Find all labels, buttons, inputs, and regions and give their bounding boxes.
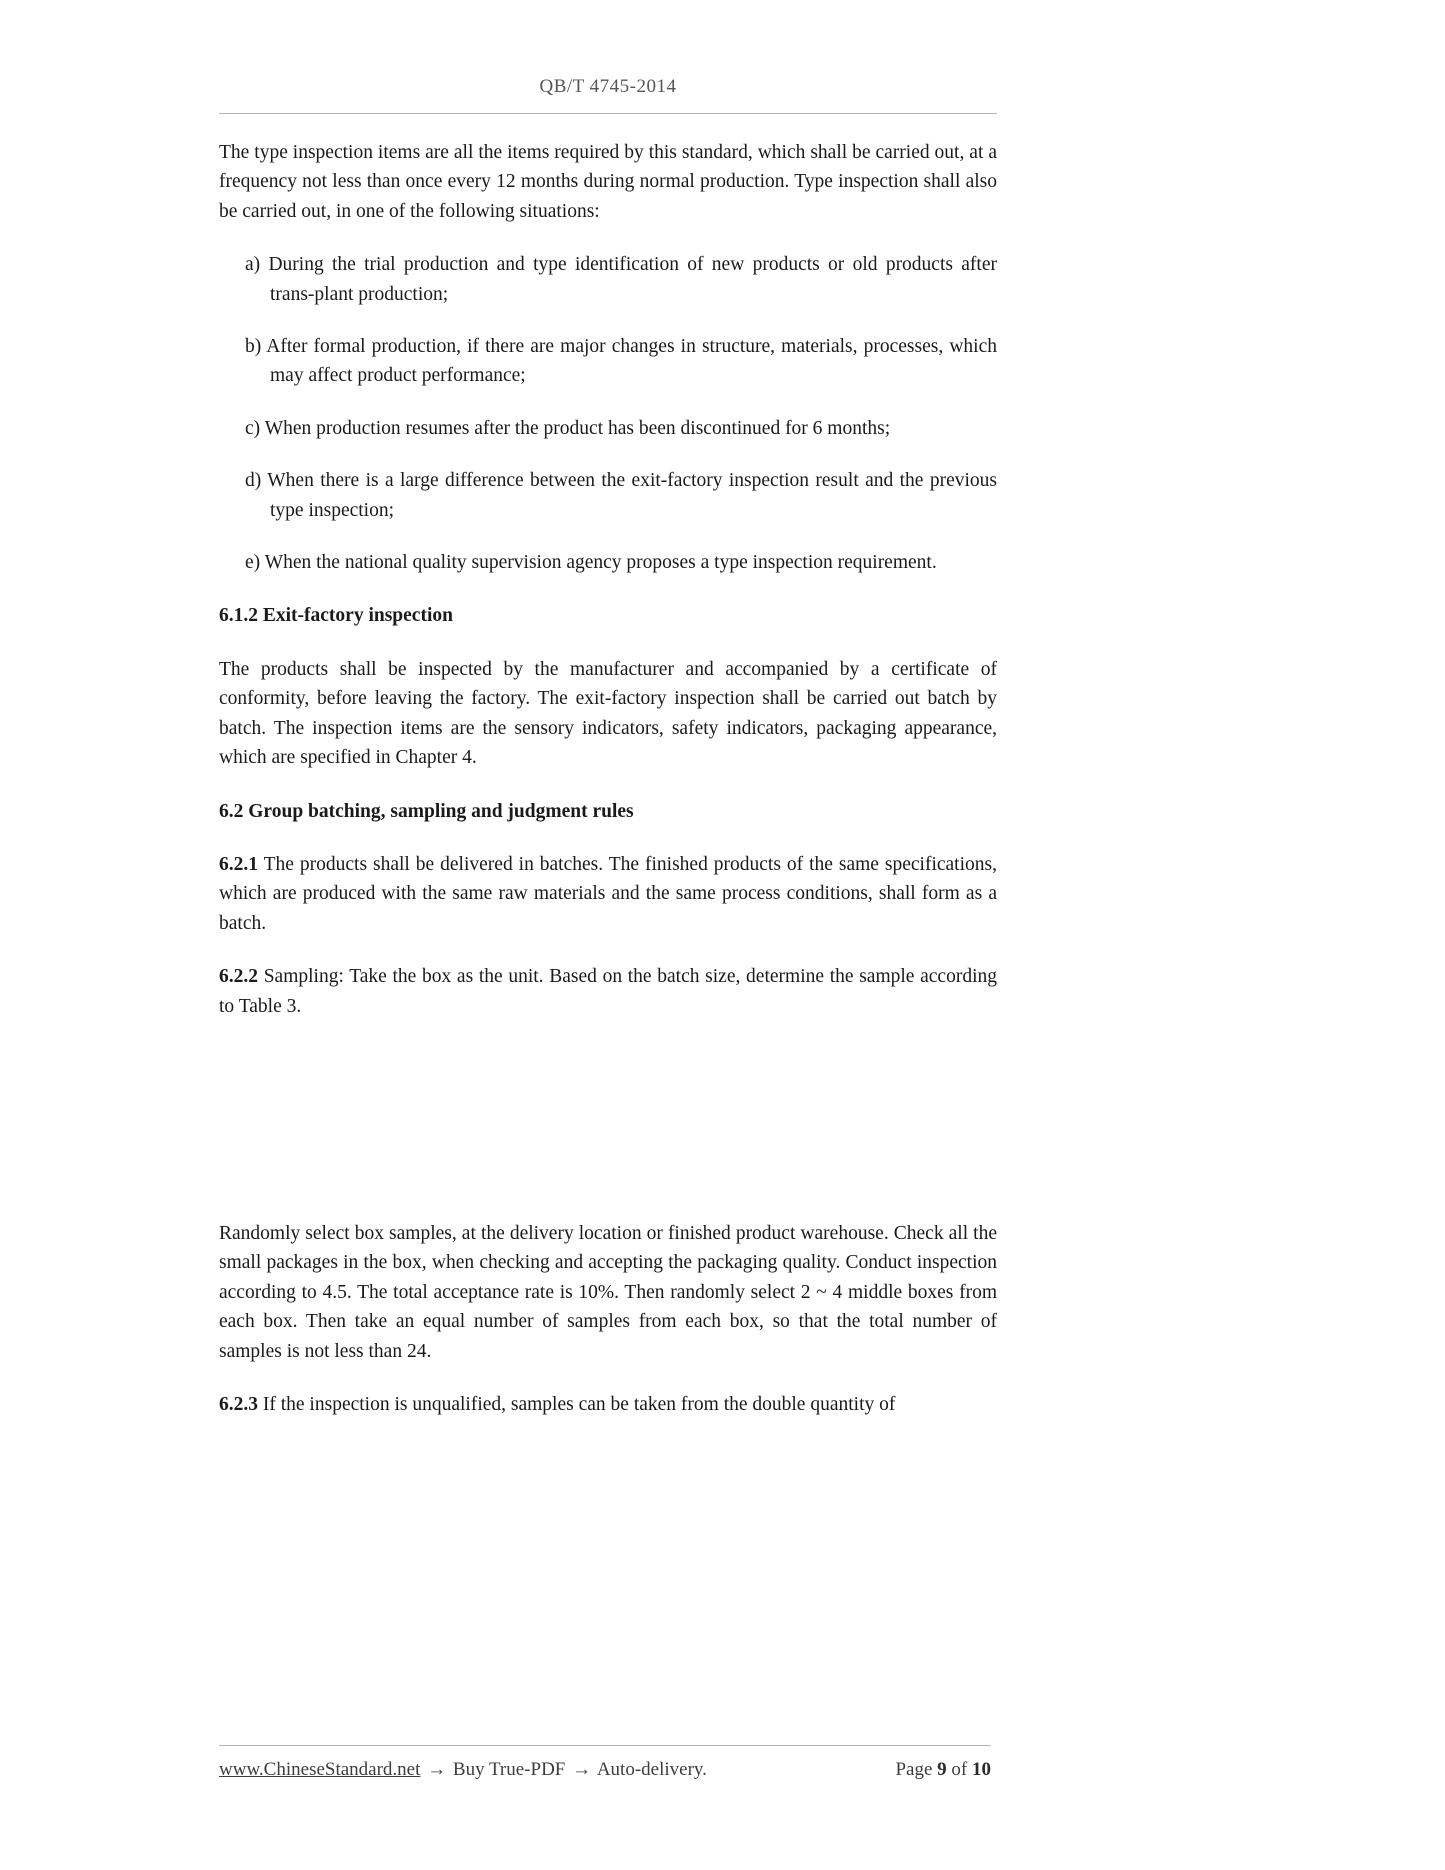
header-divider bbox=[219, 113, 997, 114]
footer-delivery-text: Auto-delivery. bbox=[596, 1759, 707, 1780]
footer-info bbox=[219, 1759, 709, 1781]
list-item-d bbox=[219, 466, 997, 525]
page-content bbox=[219, 0, 997, 1443]
page-footer bbox=[219, 1745, 991, 1781]
clause-text-622: Sampling: Take the box as the unit. Based on the batch size, determine the sample according to Table 3. bbox=[219, 966, 997, 1017]
list-item-text: When production resumes after the product has been discontinued for 6 months; bbox=[264, 417, 891, 439]
paragraph-621 bbox=[219, 850, 997, 938]
table-placeholder-gap bbox=[219, 1045, 997, 1195]
list-item-e bbox=[219, 548, 997, 577]
paragraph-623 bbox=[219, 1390, 997, 1419]
list-item-b bbox=[219, 332, 997, 391]
clause-number-623: 6.2.3 bbox=[219, 1393, 258, 1415]
list-item-label: b) bbox=[245, 336, 262, 358]
doc-number: QB/T 4745-2014 bbox=[539, 76, 677, 97]
arrow-icon: → bbox=[572, 1759, 592, 1780]
footer-buy-text: Buy True-PDF bbox=[452, 1759, 566, 1780]
clause-text-621: The products shall be delivered in batches. The finished products of the same specifications, which are produced with the same raw materials and the same process conditions, shall form as a batch. bbox=[219, 853, 997, 934]
list-item-label: e) bbox=[245, 552, 261, 574]
page-total: 10 bbox=[972, 1759, 991, 1780]
page-number bbox=[895, 1759, 991, 1781]
list-item-text: After formal production, if there are major changes in structure, materials, processes, which may affect product performance; bbox=[266, 336, 997, 387]
paragraph-622 bbox=[219, 962, 997, 1021]
paragraph-612: The products shall be inspected by the manufacturer and accompanied by a certificate of conformity, before leaving the factory. The exit-factory inspection shall be carried out batch by batch. The inspection items are the sensory indicators, safety indicators, packaging appearance, which are specified in Chapter 4. bbox=[219, 658, 997, 769]
section-heading-612: 6.1.2 Exit-factory inspection bbox=[219, 605, 453, 627]
list-item-c bbox=[219, 414, 997, 443]
paragraph-sampling: Randomly select box samples, at the delivery location or finished product warehouse. Check all the small packages in the box, when checking and accepting the packaging quality. Conduct inspection according to 4.5. The total acceptance rate is 10%. Then randomly select 2 ~ 4 middle boxes from each box. Then take an equal number of samples from each box, so that the total number of samples is not less than 24. bbox=[219, 1222, 997, 1362]
section-heading-62: 6.2 Group batching, sampling and judgment rules bbox=[219, 800, 634, 822]
list-item-label: c) bbox=[245, 417, 261, 439]
list-item-text: When there is a large difference between the exit-factory inspection result and the previous type inspection; bbox=[267, 470, 997, 521]
situation-list bbox=[219, 250, 997, 577]
list-item-a bbox=[219, 250, 997, 309]
list-item-text: When the national quality supervision agency proposes a type inspection requirement. bbox=[264, 552, 937, 574]
page-label: Page bbox=[895, 1759, 933, 1780]
arrow-icon: → bbox=[427, 1759, 447, 1780]
chinesestandard-link[interactable]: www.ChineseStandard.net bbox=[219, 1759, 421, 1780]
list-item-label: d) bbox=[245, 470, 262, 492]
list-item-label: a) bbox=[245, 254, 261, 276]
document-header bbox=[219, 76, 997, 114]
clause-text-623: If the inspection is unqualified, samples can be taken from the double quantity of bbox=[262, 1393, 896, 1415]
clause-number-621: 6.2.1 bbox=[219, 853, 258, 875]
list-item-text: During the trial production and type identification of new products or old products after trans-plant production; bbox=[268, 254, 997, 305]
page-current: 9 bbox=[937, 1759, 947, 1780]
of-label: of bbox=[951, 1759, 968, 1780]
intro-paragraph: The type inspection items are all the items required by this standard, which shall be carried out, at a frequency not less than once every 12 months during normal production. Type inspection shall also be carried out, in one of the following situations: bbox=[219, 142, 997, 222]
clause-number-622: 6.2.2 bbox=[219, 966, 258, 988]
